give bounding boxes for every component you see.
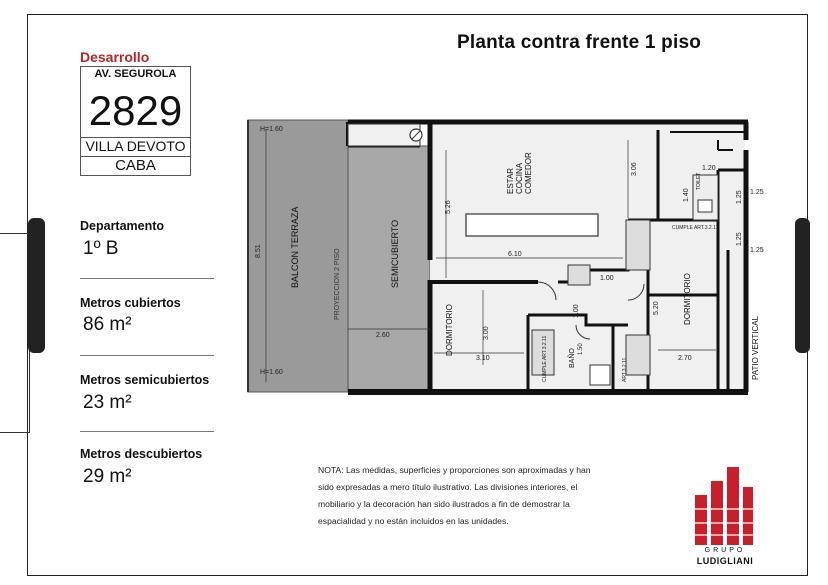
room-semicovered: SEMICUBIERTO	[390, 219, 400, 288]
dim-toilet-width: 1.20	[702, 165, 716, 172]
wall-note-2: CUMPLE ART.3.2.11	[542, 335, 548, 382]
left-margin-box	[0, 233, 30, 433]
room-balcony: BALCON TERRAZA	[290, 206, 300, 288]
semicovered-label: Metros semicubiertos	[80, 373, 210, 387]
room-toilet: TOILET	[696, 172, 702, 190]
room-living-2: COCINA	[515, 162, 524, 194]
dim-depth: 8.51	[255, 244, 262, 258]
dim-living-width: 6.10	[508, 251, 522, 258]
semicovered-area	[348, 146, 430, 392]
dim-toilet-height: 1.40	[683, 188, 690, 202]
covered-label: Metros cubiertos	[80, 296, 181, 310]
dim-hall-2: 1.00	[600, 275, 614, 282]
dim-kitchen-depth: 3.06	[631, 162, 638, 176]
dim-hall-1: 1.00	[573, 304, 580, 318]
city: CABA	[81, 156, 190, 177]
wall-note-1: CUMPLE ART.3.2.11	[672, 225, 719, 231]
disclaimer-note: NOTA: Las medidas, superficies y proporciones son aproximadas y han sido expresadas a mero título ilustrativo. Las divisiones interiores, el mobiliario y la decoración han sido ilustrados a fin de demostrar la espacialidad y no están incluidos en las unidades.	[318, 465, 591, 526]
page-title: Planta contra frente 1 piso	[457, 32, 702, 53]
dim-125-b: 1.25	[736, 190, 743, 204]
grupo-ludigliani-logo	[693, 465, 755, 545]
dim-semi-width: 2.60	[376, 332, 390, 339]
uncovered-label: Metros descubiertos	[80, 447, 203, 461]
room-bathroom: BAÑO	[569, 348, 576, 368]
room-bedroom-2: DORMITORIO	[683, 273, 692, 325]
address-box	[80, 66, 191, 176]
room-bedroom-1: DORMITORIO	[445, 304, 454, 356]
dim-height-bottom: H=1.60	[260, 369, 283, 376]
room-living-1: ESTAR	[506, 167, 515, 194]
semicovered-value: 23 m²	[83, 392, 132, 413]
street-number: 2829	[88, 87, 183, 134]
dim-125-c: 1.25	[736, 232, 743, 246]
dim-bed2-width: 2.70	[678, 355, 692, 362]
divider	[80, 431, 214, 432]
projection-label: PROYECCION 2 PISO	[334, 248, 341, 320]
room-living-3: COMEDOR	[524, 152, 533, 194]
brand-label: Desarrollo	[80, 49, 150, 65]
street-name: AV. SEGUROLA	[94, 68, 177, 80]
divider	[80, 355, 214, 356]
uncovered-value: 29 m²	[83, 466, 132, 487]
dim-bed1-width: 3.10	[476, 355, 490, 362]
left-edge-tab	[28, 218, 45, 353]
apartment-value: 1º B	[83, 238, 119, 259]
dim-bath: 1.50	[578, 343, 584, 355]
kitchen-island	[466, 214, 598, 236]
right-edge-tab	[795, 218, 810, 353]
covered-value: 86 m²	[83, 314, 132, 335]
logo-name: LUDIGLIANI	[696, 556, 754, 566]
dim-living-height: 5.26	[445, 200, 452, 214]
wall-note-3: ART.3.2.11	[622, 357, 628, 382]
apartment-label: Departamento	[80, 219, 165, 233]
dim-125-d: 1.25	[750, 247, 764, 254]
dim-bed2-height: 5.20	[653, 301, 660, 315]
divider	[80, 278, 214, 279]
dim-height-top: H=1.60	[260, 126, 283, 133]
neighborhood: VILLA DEVOTO	[81, 137, 190, 154]
room-patio: PATIO VERTICAL	[751, 315, 760, 380]
dim-bed1-height: 3.00	[483, 326, 490, 340]
logo-sub: GRUPO	[704, 547, 746, 554]
dim-125-a: 1.25	[750, 189, 764, 196]
floor-plan	[238, 110, 768, 410]
